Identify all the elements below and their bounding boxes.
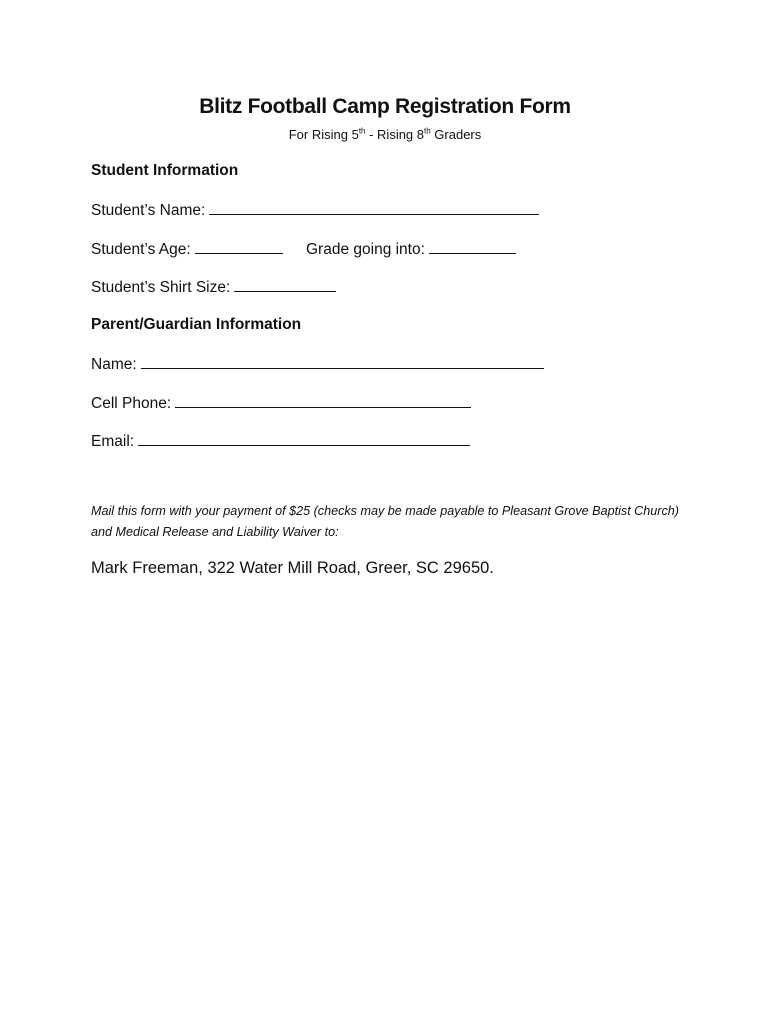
shirt-size-field bbox=[91, 277, 336, 297]
form-subtitle bbox=[0, 127, 770, 142]
subtitle-part-3: Graders bbox=[430, 127, 482, 142]
email-field bbox=[91, 431, 470, 451]
mailing-address: Mark Freeman, 322 Water Mill Road, Greer, SC 29650. bbox=[91, 559, 494, 577]
student-name-field bbox=[91, 200, 539, 220]
mailing-instructions: Mail this form with your payment of $25 (checks may be made payable to Pleasant Grove Baptist Church) and Medical Release and Liability Waiver to: bbox=[91, 504, 679, 539]
subtitle-part-1: For Rising 5 bbox=[288, 127, 359, 142]
subtitle-part-2: - Rising 8 bbox=[365, 127, 425, 142]
student-name-label: Student’s Name: bbox=[91, 202, 206, 219]
cell-phone-label: Cell Phone: bbox=[91, 395, 172, 412]
parent-name-input-line[interactable] bbox=[141, 354, 544, 369]
grade-going-into-label: Grade going into: bbox=[306, 241, 425, 258]
subtitle-superscript-1: th bbox=[358, 126, 366, 136]
parent-guardian-heading: Parent/Guardian Information bbox=[91, 316, 302, 333]
cell-phone-field bbox=[91, 393, 471, 413]
student-age-field bbox=[91, 239, 283, 259]
cell-phone-input-line[interactable] bbox=[175, 393, 471, 408]
grade-going-into-input-line[interactable] bbox=[429, 239, 516, 254]
student-age-label: Student’s Age: bbox=[91, 241, 191, 258]
student-age-input-line[interactable] bbox=[195, 239, 283, 254]
parent-name-label: Name: bbox=[91, 356, 137, 373]
subtitle-superscript-2: th bbox=[424, 126, 431, 136]
form-title: Blitz Football Camp Registration Form bbox=[199, 95, 571, 118]
student-name-input-line[interactable] bbox=[209, 200, 539, 215]
shirt-size-label: Student’s Shirt Size: bbox=[91, 279, 231, 296]
grade-going-into-field bbox=[306, 239, 516, 259]
shirt-size-input-line[interactable] bbox=[234, 277, 336, 292]
email-label: Email: bbox=[91, 433, 135, 450]
student-information-heading: Student Information bbox=[91, 162, 239, 179]
parent-name-field bbox=[91, 354, 544, 374]
email-input-line[interactable] bbox=[138, 431, 470, 446]
